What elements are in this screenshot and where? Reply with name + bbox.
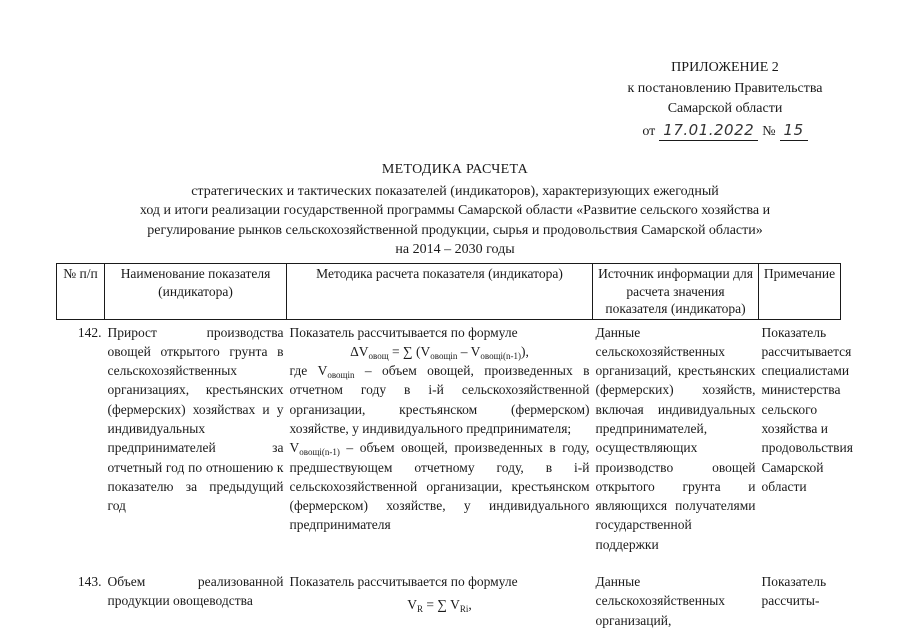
formula: $\Delta V_{овощ}$ = ∑ $(V_{овощin} - V_{овощi(n-1)})$, [350,343,529,361]
title-heading: МЕТОДИКА РАСЧЕТА [381,162,529,177]
handwritten-date: 17.01.2022 [659,120,758,142]
title-line-3: регулирование рынков сельскохозяйственной продукции, сырья и продовольствия Самарской области» [147,222,763,238]
table-row [57,319,841,572]
methodology-table [56,263,853,630]
method-cell [287,572,593,630]
appendix-line-2: Самарской области [667,101,783,116]
definition-2: $V_{овощi(n-1)}$ – объем овощей, произведенных в году, предшествующем отчетному году, в i-й сельскохозяйственной организации, крестьянском (фермерском) хозяйстве, у индивидуального предпринимателя [289,440,590,533]
row-number: 143. [77,574,102,590]
handwritten-number: 15 [780,120,808,142]
table-header-row [57,264,841,320]
header-number: № п/п [57,264,105,320]
header-source: Источник информации для расчета значения показателя (индикатора) [593,264,759,320]
from-label: от [642,123,656,139]
indicator-name: Объем реализованной продукции овощеводства [107,574,284,609]
title-line-2: ход и итоги реализации государственной программы Самарской области «Развитие сельского хозяйства и [139,203,771,219]
header-method: Методика расчета показателя (индикатора) [287,264,593,320]
formula: $V_R$ = ∑ $V_{Ri}$, [407,597,472,615]
number-label: № [762,123,776,139]
definition-1: где $V_{овощin}$ – объем овощей, произведенных в отчетном году в i-й сельскохозяйственной организации, крестьянском (фермерском) хозяйстве, у индивидуального предпринимателя; [289,363,590,436]
source-cell: Данные сельскохозяйственных организаций, крестьянских (фермерских) хозяйств, включая индивидуальных предпринимателей, осуществляющих производство овощей открытого грунта и являющихся получателями государственной поддержки [595,324,756,552]
title-line-4: на 2014 – 2030 годы [395,242,515,258]
appendix-date-line [600,120,850,143]
appendix-block [600,58,850,142]
header-note: Примечание [759,264,841,320]
note-cell: Показатель рассчиты- [761,574,827,609]
method-cell [287,319,593,572]
indicator-name: Прирост производства овощей открытого грунта в сельскохозяйственных организациях, крестьянских (фермерских) хозяйствах и у индивидуальных предпринимателей за отчетный год по отношению к показателю за предыдущий год [107,324,284,514]
method-intro: Показатель рассчитывается по формуле [289,324,518,340]
appendix-title: ПРИЛОЖЕНИЕ 2 [671,60,779,75]
method-intro: Показатель рассчитывается по формуле [289,574,518,590]
row-number: 142. [77,324,102,340]
note-cell: Показатель рассчитывается специалистами министерства сельского хозяйства и продовольствия Самарской области [761,324,853,494]
document-title [80,160,830,260]
appendix-line-1: к постановлению Правительства [627,80,823,96]
source-cell: Данные сельскохозяйственных организаций, [595,574,726,628]
table-row [57,572,841,630]
header-indicator-name: Наименование показателя (индикатора) [105,264,287,320]
title-line-1: стратегических и тактических показателей (индикаторов), характеризующих ежегодный [191,183,719,199]
